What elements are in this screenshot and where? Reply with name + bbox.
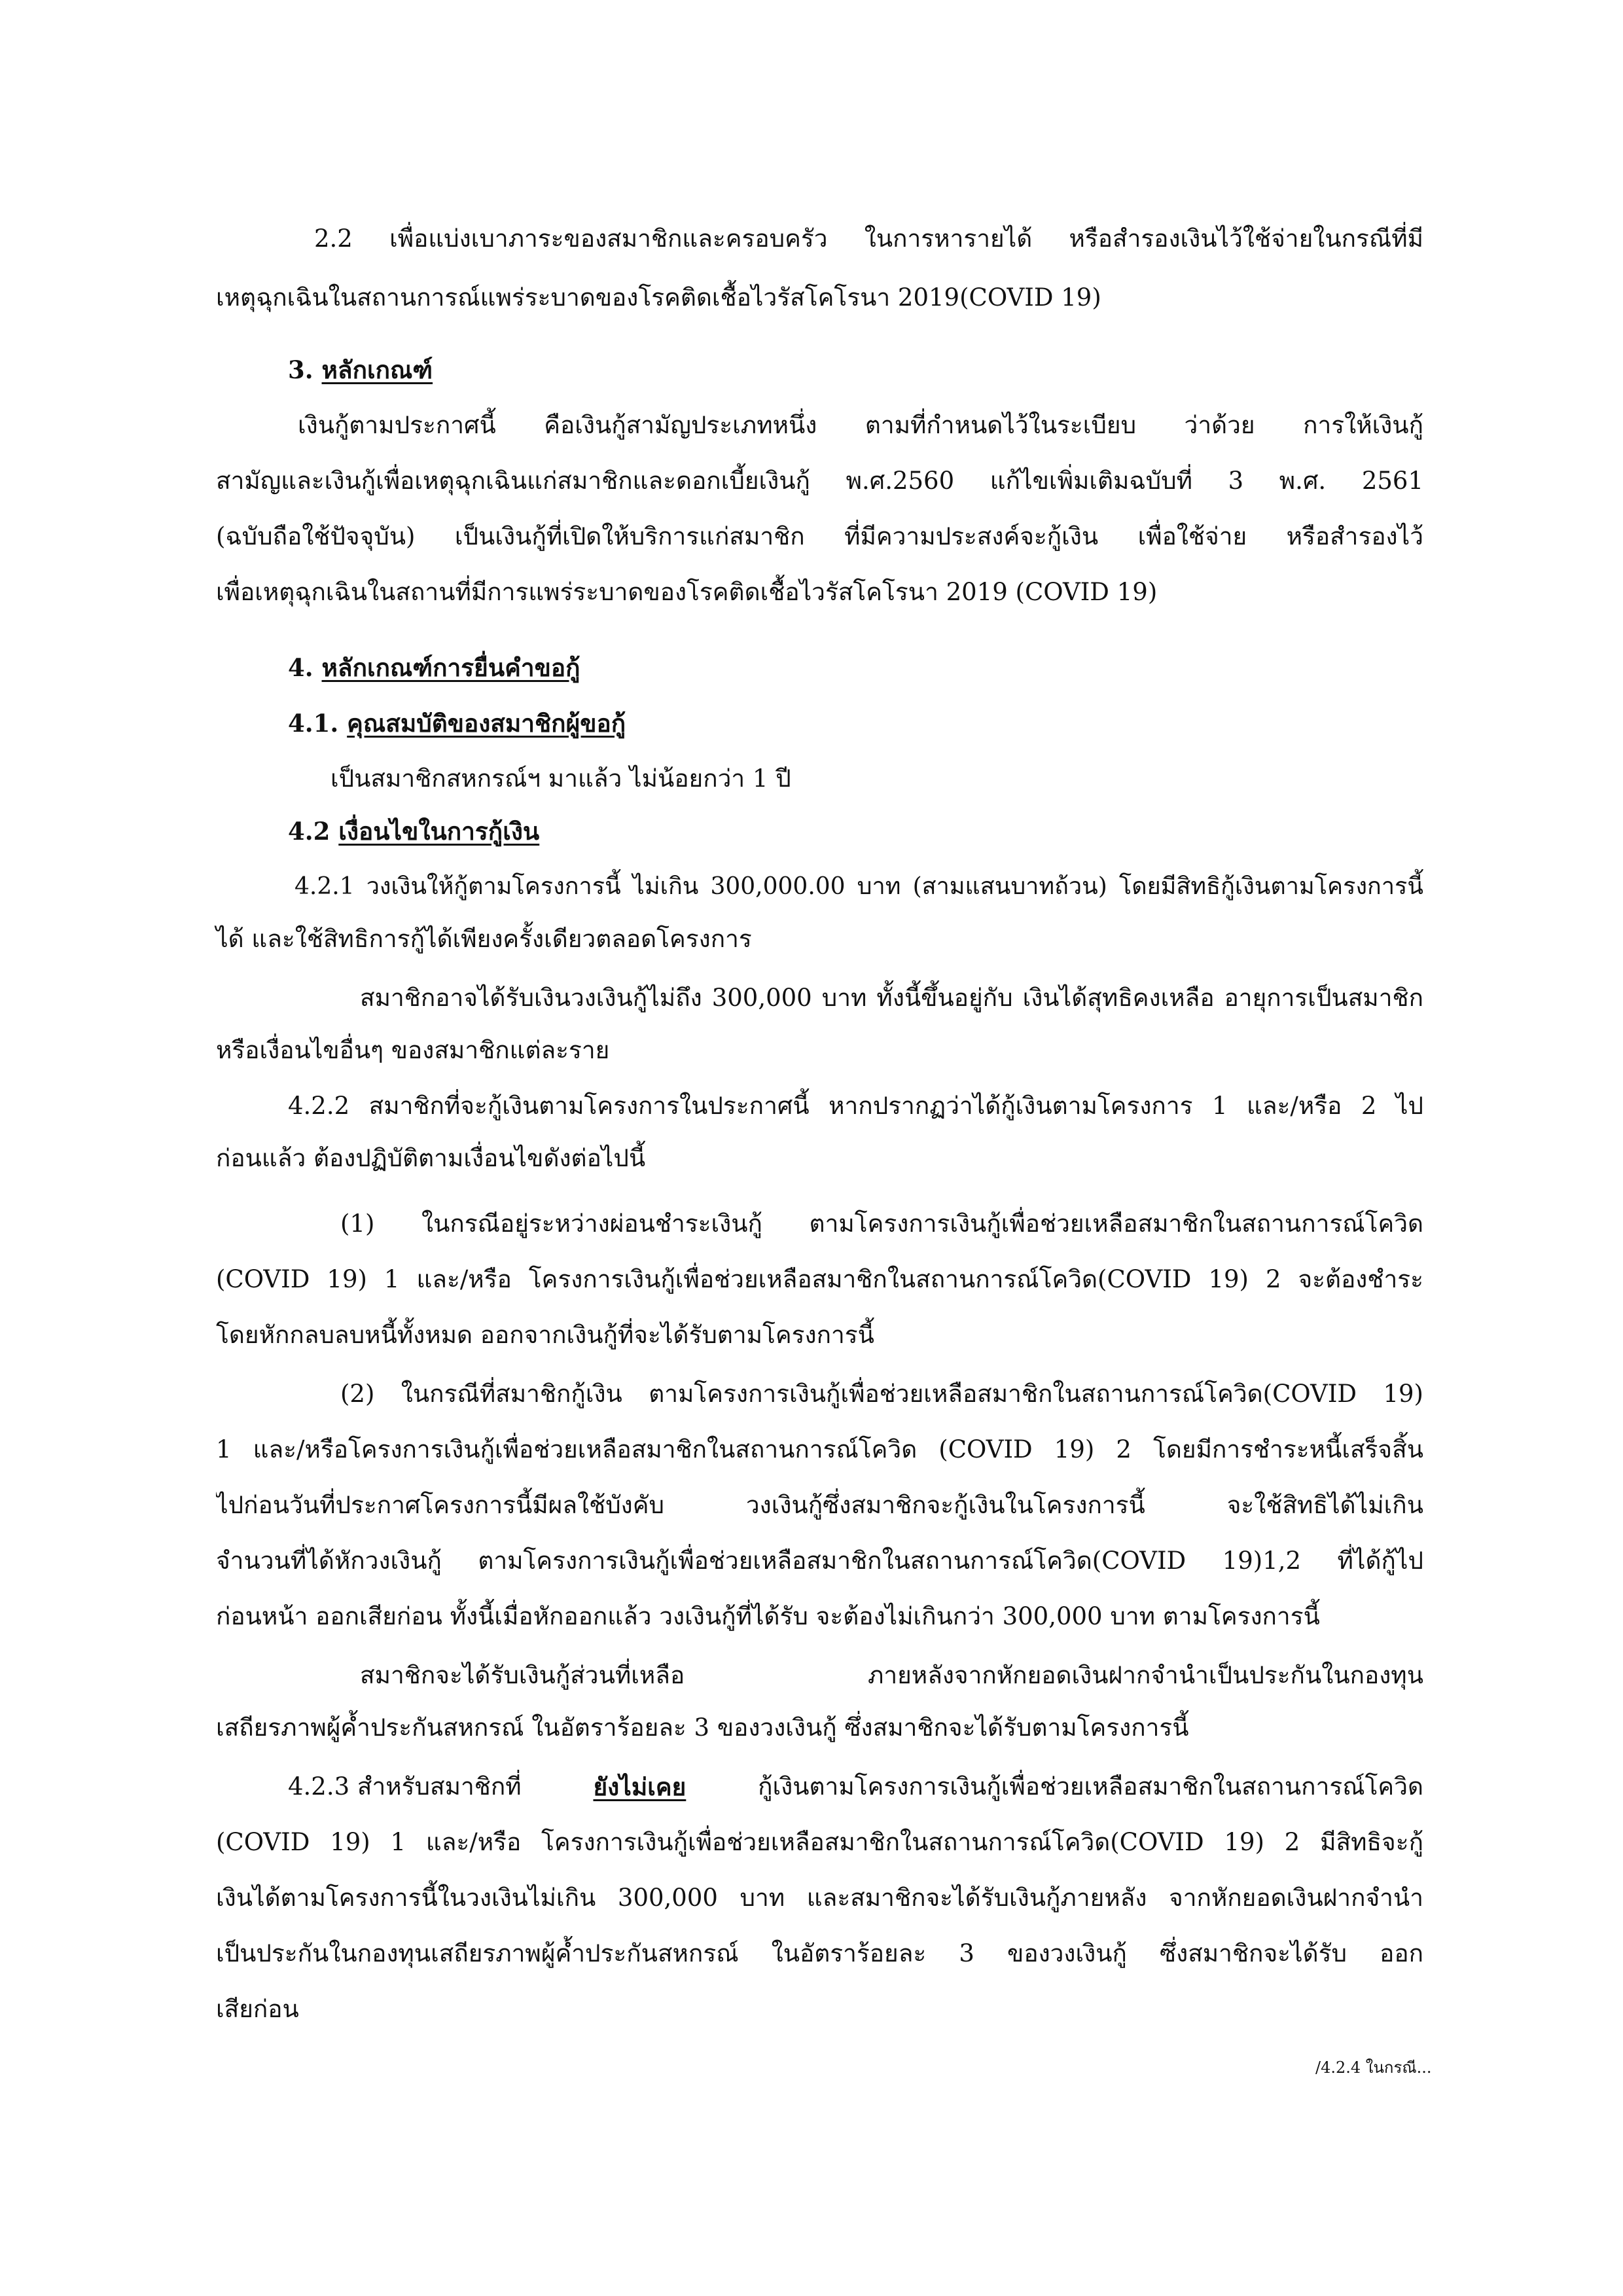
section-4-2-3-line-3: เงินได้ตามโครงการนี้ในวงเงินไม่เกิน 300,000 บาท และสมาชิกจะได้รับเงินกู้ภายหลัง จากหักยอดเงินฝากจำนำ bbox=[216, 1884, 1423, 1912]
section-4-1-heading bbox=[288, 704, 626, 743]
section-3-heading-text: หลักเกณฑ์ bbox=[321, 355, 433, 384]
section-4-1-heading-number: 4.1. bbox=[288, 709, 339, 738]
section-3-line-2: สามัญและเงินกู้เพื่อเหตุฉุกเฉินแก่สมาชิกและดอกเบี้ยเงินกู้ พ.ศ.2560 แก้ไขเพิ่มเติมฉบับที่ 3 พ.ศ. 2561 bbox=[216, 467, 1423, 495]
condition-1-line-3: โดยหักกลบลบหนี้ทั้งหมด ออกจากเงินกู้ที่จะได้รับตามโครงการนี้ bbox=[216, 1321, 874, 1349]
condition-3-line-1: สมาชิกจะได้รับเงินกู้ส่วนที่เหลือ ภายหลังจากหักยอดเงินฝากจำนำเป็นประกันในกองทุน bbox=[360, 1661, 1423, 1689]
section-4-1-heading-text: คุณสมบัติของสมาชิกผู้ขอกู้ bbox=[347, 709, 626, 738]
section-4-2-2-line-1: 4.2.2 สมาชิกที่จะกู้เงินตามโครงการในประกาศนี้ หากปรากฏว่าได้กู้เงินตามโครงการ 1 และ/หรือ 2 ไป bbox=[288, 1092, 1423, 1120]
section-4-2-3-line-1 bbox=[288, 1767, 1423, 1806]
section-4-2-1-note-line-2: หรือเงื่อนไขอื่นๆ ของสมาชิกแต่ละราย bbox=[216, 1036, 610, 1064]
section-4-heading bbox=[288, 648, 580, 687]
section-3-heading-number: 3. bbox=[288, 355, 313, 384]
section-4-2-heading bbox=[288, 812, 539, 851]
section-4-2-2-line-2: ก่อนแล้ว ต้องปฏิบัติตามเงื่อนไขดังต่อไปนี้ bbox=[216, 1144, 646, 1172]
condition-1-line-2: (COVID 19) 1 และ/หรือ โครงการเงินกู้เพื่อช่วยเหลือสมาชิกในสถานการณ์โควิด(COVID 19) 2 จะต้องชำระ bbox=[216, 1265, 1423, 1293]
section-4-2-heading-text: เงื่อนไขในการกู้เงิน bbox=[338, 817, 540, 846]
section-3-line-4: เพื่อเหตุฉุกเฉินในสถานที่มีการแพร่ระบาดของโรคติดเชื้อไวรัสโคโรนา 2019 (COVID 19) bbox=[216, 578, 1158, 606]
condition-2-line-1: (2) ในกรณีที่สมาชิกกู้เงิน ตามโครงการเงินกู้เพื่อช่วยเหลือสมาชิกในสถานการณ์โควิด(COVID 19) bbox=[340, 1380, 1423, 1408]
condition-2-line-2: 1 และ/หรือโครงการเงินกู้เพื่อช่วยเหลือสมาชิกในสถานการณ์โควิด (COVID 19) 2 โดยมีการชำระหนี้เสร็จสิ้น bbox=[216, 1435, 1423, 1463]
condition-2-line-4: จำนวนที่ได้หักวงเงินกู้ ตามโครงการเงินกู้เพื่อช่วยเหลือสมาชิกในสถานการณ์โควิด(COVID 19)1,2 ที่ได้กู้ไป bbox=[216, 1547, 1423, 1575]
section-3-line-1: เงินกู้ตามประกาศนี้ คือเงินกู้สามัญประเภทหนึ่ง ตามที่กำหนดไว้ในระเบียบ ว่าด้วย การให้เงินกู้ bbox=[298, 411, 1423, 439]
section-4-2-3-prefix: 4.2.3 สำหรับสมาชิกที่ bbox=[288, 1772, 522, 1801]
section-3-heading bbox=[288, 350, 433, 389]
section-3-line-3: (ฉบับถือใช้ปัจจุบัน) เป็นเงินกู้ที่เปิดให้บริการแก่สมาชิก ที่มีความประสงค์จะกู้เงิน เพื่อใช้จ่าย หรือสำรองไว้ bbox=[216, 522, 1423, 550]
condition-2-line-3: ไปก่อนวันที่ประกาศโครงการนี้มีผลใช้บังคับ วงเงินกู้ซึ่งสมาชิกจะกู้เงินในโครงการนี้ จะใช้สิทธิได้ไม่เกิน bbox=[216, 1491, 1423, 1519]
section-4-2-heading-number: 4.2 bbox=[288, 817, 330, 846]
section-4-heading-text: หลักเกณฑ์การยื่นคำขอกู้ bbox=[321, 653, 580, 682]
section-4-2-3-line-5: เสียก่อน bbox=[216, 1995, 299, 2023]
condition-3-line-2: เสถียรภาพผู้ค้ำประกันสหกรณ์ ในอัตราร้อยละ 3 ของวงเงินกู้ ซึ่งสมาชิกจะได้รับตามโครงการนี้ bbox=[216, 1713, 1189, 1742]
section-4-1-line-1: เป็นสมาชิกสหกรณ์ฯ มาแล้ว ไม่น้อยกว่า 1 ปี bbox=[330, 764, 791, 793]
section-4-2-1-line-2: ได้ และใช้สิทธิการกู้ได้เพียงครั้งเดียวตลอดโครงการ bbox=[216, 925, 752, 953]
section-4-2-3-line-4: เป็นประกันในกองทุนเสถียรภาพผู้ค้ำประกันสหกรณ์ ในอัตราร้อยละ 3 ของวงเงินกู้ ซึ่งสมาชิกจะได้รับ ออก bbox=[216, 1939, 1423, 1967]
section-4-2-1-note-line-1: สมาชิกอาจได้รับเงินวงเงินกู้ไม่ถึง 300,000 บาท ทั้งนี้ขึ้นอยู่กับ เงินได้สุทธิคงเหลือ อายุการเป็นสมาชิก bbox=[360, 984, 1423, 1012]
section-4-2-3-line-2: (COVID 19) 1 และ/หรือ โครงการเงินกู้เพื่อช่วยเหลือสมาชิกในสถานการณ์โควิด(COVID 19) 2 มีสิทธิจะกู้ bbox=[216, 1828, 1423, 1856]
section-4-2-3-rest: กู้เงินตามโครงการเงินกู้เพื่อช่วยเหลือสมาชิกในสถานการณ์โควิด bbox=[758, 1772, 1423, 1801]
page-continuation-note: /4.2.4 ในกรณี... bbox=[1315, 2058, 1432, 2077]
section-4-heading-number: 4. bbox=[288, 653, 313, 682]
section-4-2-1-line-1: 4.2.1 วงเงินให้กู้ตามโครงการนี้ ไม่เกิน 300,000.00 บาท (สามแสนบาทถ้วน) โดยมีสิทธิกู้เงินตามโครงการนี้ bbox=[294, 873, 1423, 900]
section-2-2-line-2: เหตุฉุกเฉินในสถานการณ์แพร่ระบาดของโรคติดเชื้อไวรัสโคโรนา 2019(COVID 19) bbox=[216, 283, 1101, 312]
section-2-2-line-1: 2.2 เพื่อแบ่งเบาภาระของสมาชิกและครอบครัว ในการหารายได้ หรือสำรองเงินไว้ใช้จ่ายในกรณีที่มี bbox=[314, 224, 1423, 253]
section-4-2-3-emphasis: ยังไม่เคย bbox=[593, 1772, 687, 1801]
condition-2-line-5: ก่อนหน้า ออกเสียก่อน ทั้งนี้เมื่อหักออกแล้ว วงเงินกู้ที่ได้รับ จะต้องไม่เกินกว่า 300,000 บาท ตามโครงการนี้ bbox=[216, 1602, 1320, 1630]
condition-1-line-1: (1) ในกรณีอยู่ระหว่างผ่อนชำระเงินกู้ ตามโครงการเงินกู้เพื่อช่วยเหลือสมาชิกในสถานการณ์โควิด bbox=[340, 1210, 1423, 1238]
